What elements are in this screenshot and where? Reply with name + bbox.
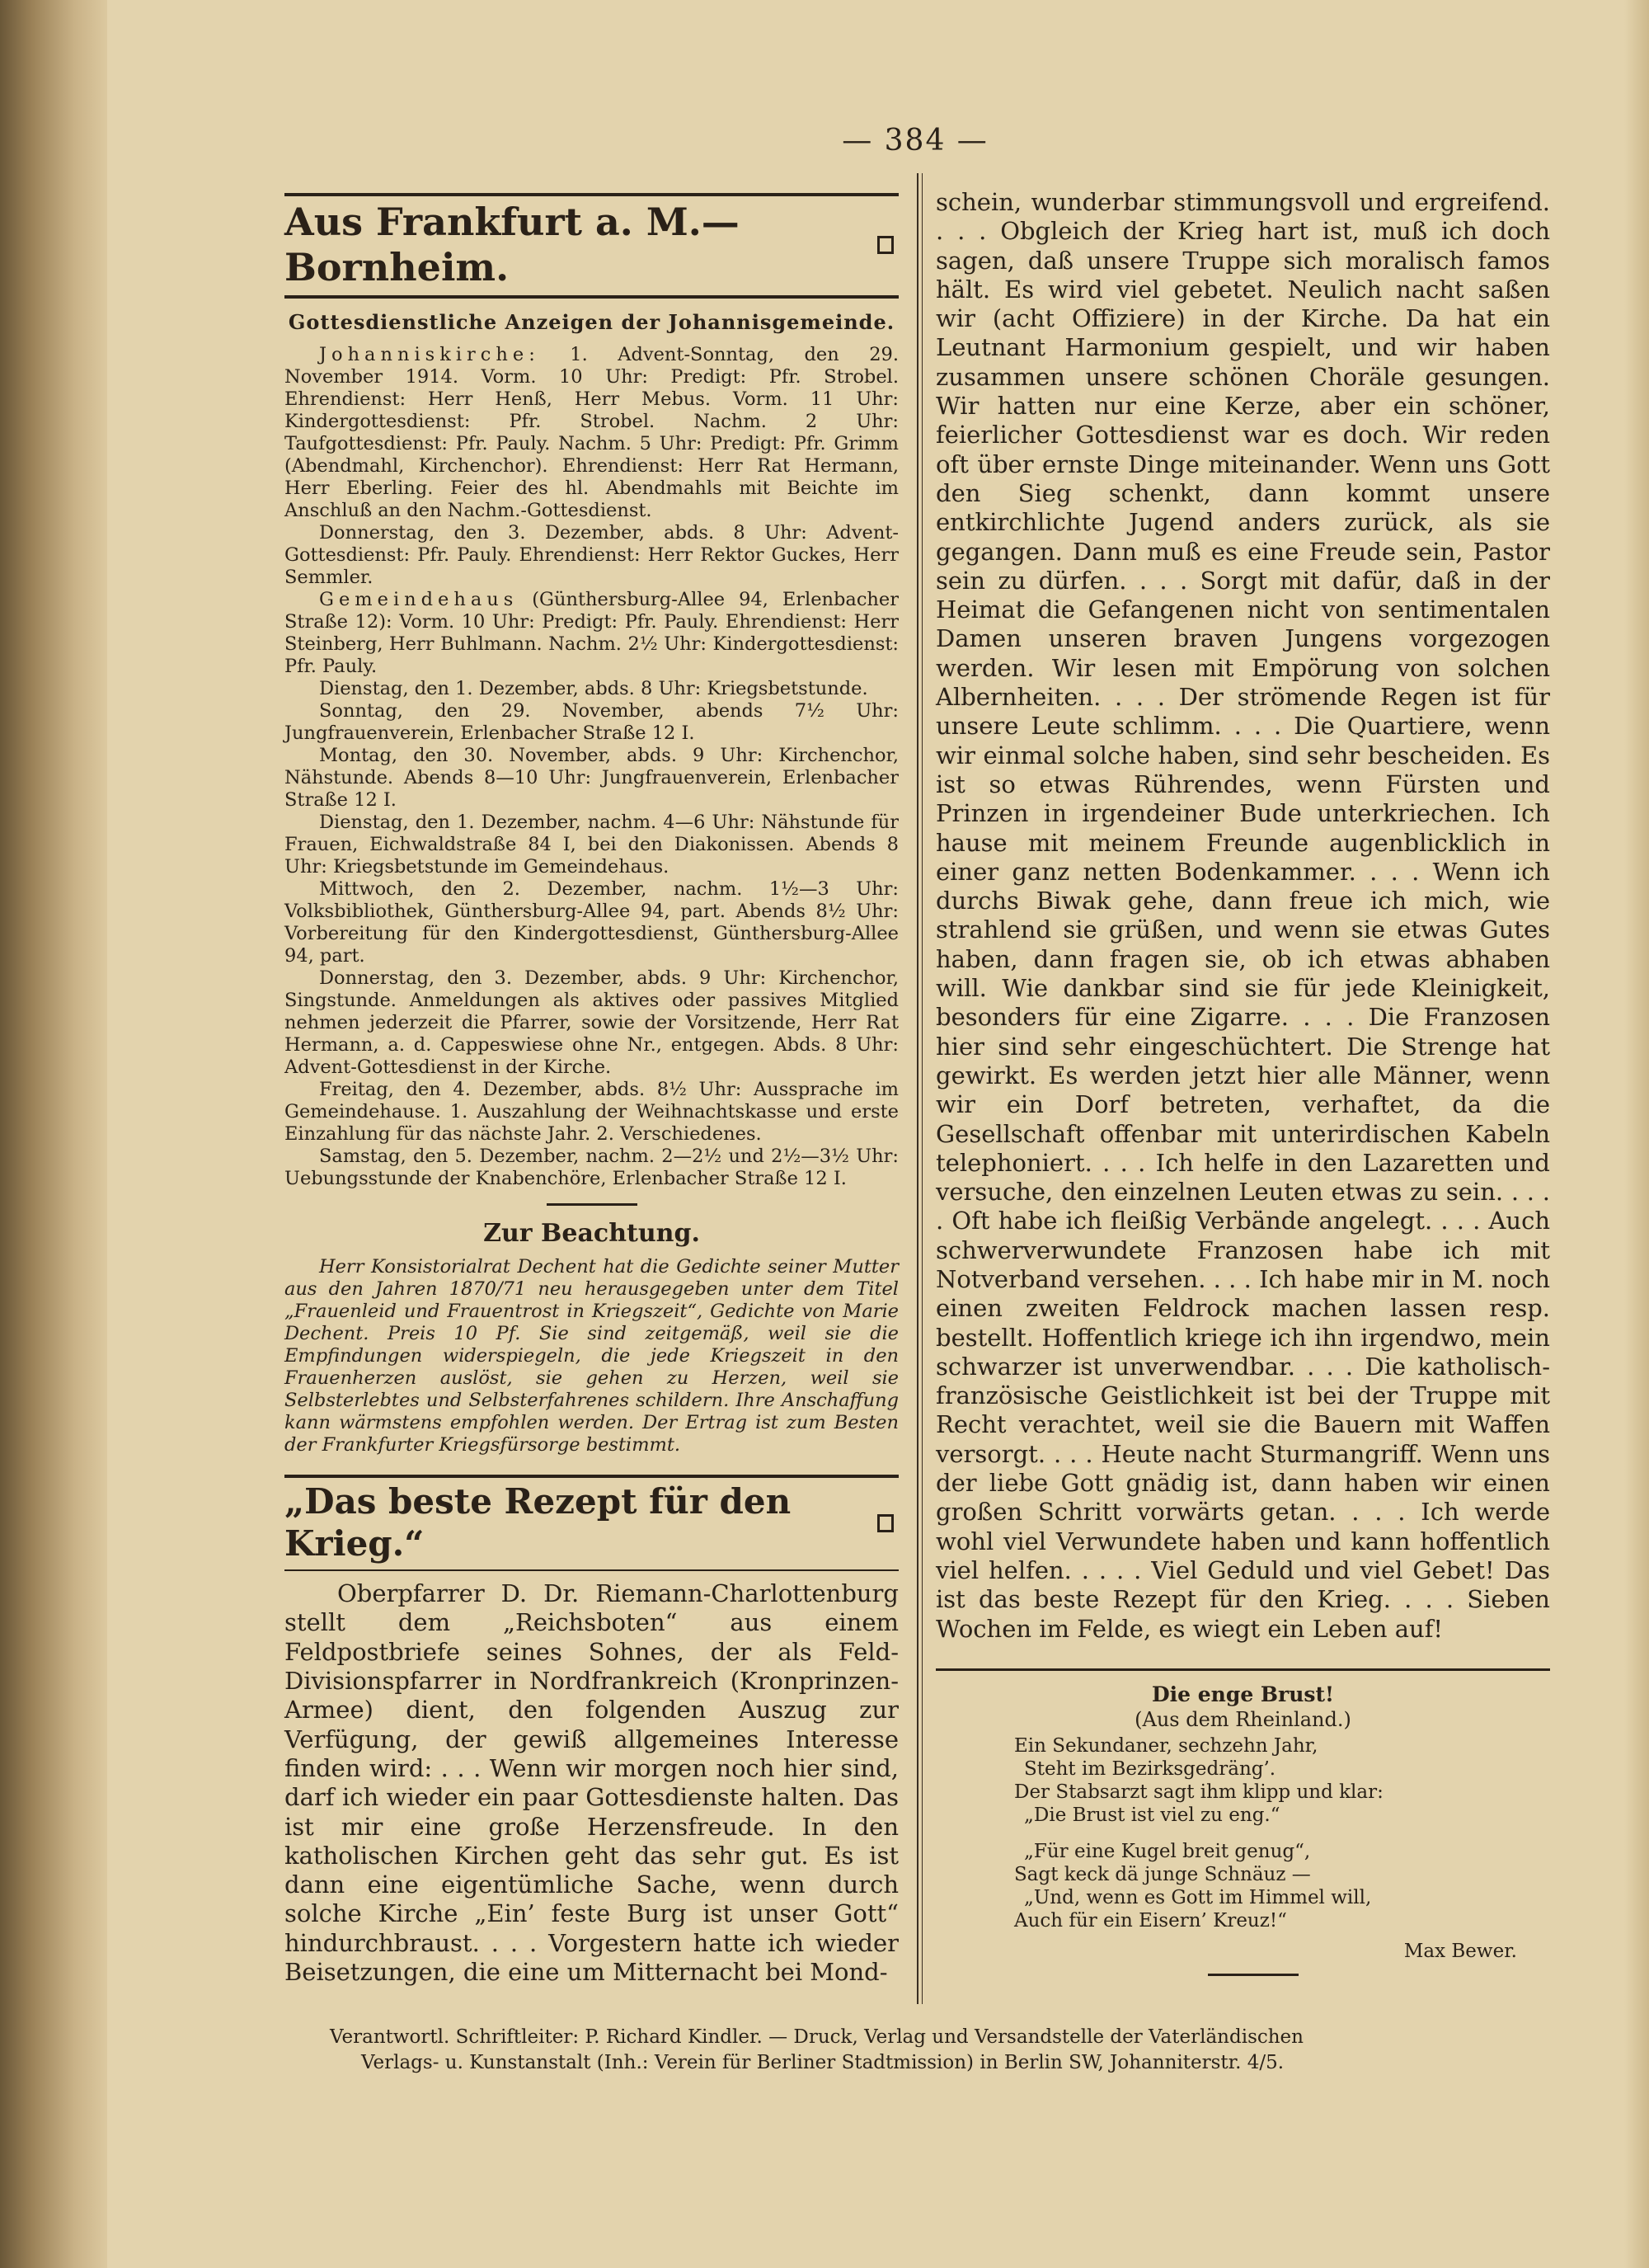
notice-paragraph (284, 745, 899, 812)
notice-paragraph (284, 522, 899, 589)
section-title: Aus Frankfurt a. M.—Bornheim. (284, 200, 740, 290)
square-ornament-icon (877, 236, 894, 254)
section-rule (284, 1569, 899, 1571)
poem-subtitle: (Aus dem Rheinland.) (1135, 1707, 1351, 1731)
poem-line: Ein Sekundaner, sechzehn Jahr, (1014, 1734, 1318, 1757)
imprint-line-2: Verlags- u. Kunstanstalt (Inh.: Verein für Berliner Stadtmission) in Berlin SW, Johanniterstr. 4/5. (361, 2052, 1285, 2073)
section-rule (284, 1475, 899, 1478)
notice-text: Samstag, den 5. Dezember, nachm. 2—2½ und 2½—3½ Uhr: Uebungsstunde der Knabenchöre, Erlenbacher Straße 12 I. (284, 1146, 899, 1190)
page-binding (0, 0, 107, 2268)
beachtung-text: Herr Konsistorialrat Dechent hat die Gedichte seiner Mutter aus den Jahren 1870/71 neu herausgegeben unter dem Titel „Frauenleid und Frauentrost in Kriegszeit“, Gedichte von Marie Dechent. Preis 10 Pf. Sie sind zeitgemäß, weil sie die Empfindungen widerspiegeln, die jede Kriegszeit in den Frauenherzen auslöst, sie gehen zu Herzen, weil sie Selbsterlebtes und Selbsterfahrenes schildern. Ihre Anschaffung kann wärmstens empfohlen werden. Der Ertrag ist zum Besten der Frankfurter Kriegsfürsorge bestimmt. (284, 1256, 899, 1456)
notices-subtitle: Gottesdienstliche Anzeigen der Johannisgemeinde. (288, 310, 895, 335)
square-ornament-icon (877, 1514, 894, 1532)
page-number: — 384 — (842, 124, 989, 158)
poem-author: Max Bewer. (1403, 1940, 1517, 1962)
poem-box (936, 1668, 1550, 1976)
notice-paragraph (284, 700, 899, 745)
notice-text: Donnerstag, den 3. Dezember, abds. 8 Uhr: Advent-Gottesdienst: Pfr. Pauly. Ehrendienst: Herr Rektor Guckes, Herr Semmler. (284, 522, 899, 589)
notice-text: Mittwoch, den 2. Dezember, nachm. 1½—3 Uhr: Volksbibliothek, Günthersburg-Allee 94, part. Abends 8½ Uhr: Vorbereitung für den Kindergottesdienst, Günthersburg-Allee 94, part. (284, 878, 899, 967)
stanza-gap (1014, 1827, 1550, 1840)
poem-line: Auch für ein Eisern’ Kreuz!“ (1014, 1909, 1287, 1932)
notice-paragraph (284, 678, 899, 700)
beachtung-block (284, 1256, 899, 1456)
notice-text: Freitag, den 4. Dezember, abds. 8½ Uhr: Aussprache im Gemeindehause. 1. Auszahlung der Weihnachtskasse und erste Einzahlung für das nächste Jahr. 2. Verschiedenes. (284, 1079, 899, 1146)
short-divider (1208, 1974, 1299, 1976)
poem-line: „Für eine Kugel breit genug“, (1024, 1840, 1311, 1862)
notice-text: Sonntag, den 29. November, abends 7½ Uhr: Jungfrauenverein, Erlenbacher Straße 12 I. (284, 700, 899, 745)
notice-paragraph (284, 812, 899, 878)
notice-text: Dienstag, den 1. Dezember, abds. 8 Uhr: Kriegsbetstunde. (319, 678, 868, 700)
poem-line: Der Stabsarzt sagt ihm klipp und klar: (1014, 1781, 1384, 1803)
poem-title: Die enge Brust! (1151, 1682, 1335, 1706)
section-rule (284, 295, 899, 299)
poem-line: Steht im Bezirksgedräng’. (1024, 1757, 1276, 1780)
notice-paragraph (284, 967, 899, 1079)
right-column (936, 188, 1550, 1976)
article-heading (284, 1481, 899, 1565)
page-edge (1624, 0, 1649, 2268)
column-divider (917, 173, 918, 2004)
column-divider-thin (922, 173, 923, 2004)
notice-text: Donnerstag, den 3. Dezember, abds. 9 Uhr: Kirchenchor, Singstunde. Anmeldungen als aktives oder passives Mitglied nehmen jederzeit die Pfarrer, sowie der Vorsitzende, Herr Rat Hermann, a. d. Cappeswiese ohne Nr., entgegen. Abds. 8 Uhr: Advent-Gottesdienst in der Kirche. (284, 967, 899, 1079)
article-body-right (936, 188, 1550, 1644)
notice-paragraph (284, 344, 899, 522)
notice-lead: Gemeindehaus (319, 589, 519, 611)
notice-text: Montag, den 30. November, abds. 9 Uhr: Kirchenchor, Nähstunde. Abends 8—10 Uhr: Jungfrauenverein, Erlenbacher Straße 12 I. (284, 745, 899, 812)
article-title: „Das beste Rezept für den Krieg.“ (284, 1481, 792, 1564)
left-column (284, 190, 899, 1987)
article-paragraph-cont: schein, wunderbar stimmungsvoll und ergreifend. . . . Obgleich der Krieg hart ist, muß ich doch sagen, daß unsere Truppe sich moralisch famos hält. Es wird viel gebetet. Neulich nacht saßen wir (acht Offiziere) in der Kirche. Da hat ein Leutnant Harmonium gespielt, und wir haben zusammen unsere schönen Choräle gesungen. Wir hatten nur eine Kerze, aber ein schöner, feierlicher Gottesdienst war es doch. Wir reden oft über ernste Dinge miteinander. Wenn uns Gott den Sieg schenkt, dann kommt unsere entkirchlichte Jugend anders zurück, als sie gegangen. Dann muß es eine Freude sein, Pastor sein zu dürfen. . . . Sorgt mit dafür, daß in der Heimat die Gefangenen nicht von sentimentalen Damen unseren braven Jungens vorgezogen werden. Wir lesen mit Empörung von solchen Albernheiten. . . . Der strömende Regen ist für unsere Leute schlimm. . . . Die Quartiere, wenn wir einmal solche haben, sind sehr bescheiden. Es ist so etwas Rührendes, wenn Fürsten und Prinzen in irgendeiner Bude unterkriechen. Ich hause mit meinem Freunde augenblicklich in einer ganz netten Bodenkammer. . . . Wenn ich durchs Biwak gehe, dann freue ich mich, wie strahlend sie grüßen, und wenn sie etwas Gutes haben, dann fragen sie, ob ich etwas abhaben will. Wie dankbar sind sie für jede Kleinigkeit, besonders für eine Zigarre. . . . Die Franzosen hier sind sehr eingeschüchtert. Die Strenge hat gewirkt. Es werden jetzt hier alle Männer, wenn wir ein Dorf betreten, verhaftet, da die Gesellschaft offenbar mit unterirdischen Kabeln telephoniert. . . . Ich helfe in den Lazaretten und versuche, den einzelnen Leuten etwas zu sein. . . . . Oft habe ich fleißig Verbände angelegt. . . . Auch schwerverwundete Franzosen habe ich mit Notverband versehen. . . . Ich habe mir in M. noch einen zweiten Feldrock machen lassen resp. bestellt. Hoffentlich kriege ich ihn irgendwo, mein schwarzer ist unverwendbar. . . . Die katholisch-französische Geistlichkeit ist bei der Truppe mit Recht verachtet, weil sie die Bauern mit Waffen versorgt. . . . Heute nacht Sturmangriff. Wenn uns der liebe Gott gnädig ist, dann haben wir einen großen Schritt vorwärts getan. . . . Ich werde wohl viel Verwundete haben und kann hoffentlich viel helfen. . . . . Viel Geduld und viel Gebet! Das ist das beste Rezept für den Krieg. . . . Sieben Wochen im Felde, es wiegt ein Leben auf! (936, 188, 1550, 1643)
poem-line: „Die Brust ist viel zu eng.“ (1024, 1804, 1280, 1826)
poem-line: „Und, wenn es Gott im Himmel will, (1024, 1886, 1372, 1908)
poem-line: Sagt keck dä junge Schnäuz — (1014, 1863, 1311, 1885)
section-heading (284, 200, 899, 290)
imprint-footer (330, 2025, 1542, 2076)
notice-text: Dienstag, den 1. Dezember, nachm. 4—6 Uhr: Nähstunde für Frauen, Eichwaldstraße 84 I, bei den Diakonissen. Abends 8 Uhr: Kriegsbetstunde im Gemeindehaus. (284, 812, 899, 878)
beachtung-title: Zur Beachtung. (483, 1219, 700, 1249)
service-notices (284, 344, 899, 1190)
notice-paragraph (284, 878, 899, 967)
notice-text: (Günthersburg-Allee 94, Erlenbacher Straße 12): Vorm. 10 Uhr: Predigt: Pfr. Pauly. Ehrendienst: Herr Steinberg, Herr Buhlmann. Nachm. 2½ Uhr: Kindergottesdienst: Pfr. Pauly. (284, 589, 899, 678)
short-divider (547, 1203, 637, 1206)
section-rule (284, 193, 899, 196)
poem-text (1014, 1734, 1550, 1932)
notice-paragraph (284, 1079, 899, 1146)
notice-paragraph (284, 1146, 899, 1190)
article-paragraph: Oberpfarrer D. Dr. Riemann-Charlottenburg stellt dem „Reichsboten“ aus einem Feldpostbriefe seines Sohnes, der als Feld-Divisionspfarrer in Nordfrankreich (Kronprinzen-Armee) dient, den folgenden Auszug zur Verfügung, der gewiß allgemeines Interesse finden wird: . . . Wenn wir morgen noch hier sind, darf ich wieder ein paar Gottesdienste halten. Das ist mir eine große Herzensfreude. In den katholischen Kirchen geht das sehr gut. Es ist dann eine eigentümliche Sache, wenn durch solche Kirche „Ein’ feste Burg ist unser Gott“ hindurchbraust. . . . Vorgestern hatte ich wieder Beisetzungen, die eine um Mitternacht bei Mond- (284, 1579, 899, 1987)
notice-lead: Johanniskirche: (319, 344, 540, 366)
notice-paragraph (284, 589, 899, 678)
article-body-left (284, 1579, 899, 1987)
imprint-line-1: Verantwortl. Schriftleiter: P. Richard Kindler. — Druck, Verlag und Versandstelle der Vaterländischen (330, 2026, 1304, 2048)
notice-text: 1. Advent-Sonntag, den 29. November 1914. Vorm. 10 Uhr: Predigt: Pfr. Strobel. Ehrendienst: Herr Henß, Herr Mebus. Vorm. 11 Uhr: Kindergottesdienst: Pfr. Strobel. Nachm. 2 Uhr: Taufgottesdienst: Pfr. Pauly. Nachm. 5 Uhr: Predigt: Pfr. Grimm (Abendmahl, Kirchenchor). Ehrendienst: Herr Rat Hermann, Herr Eberling. Feier des hl. Abendmahls mit Beichte im Anschluß an den Nachm.-Gottesdienst. (284, 344, 899, 522)
